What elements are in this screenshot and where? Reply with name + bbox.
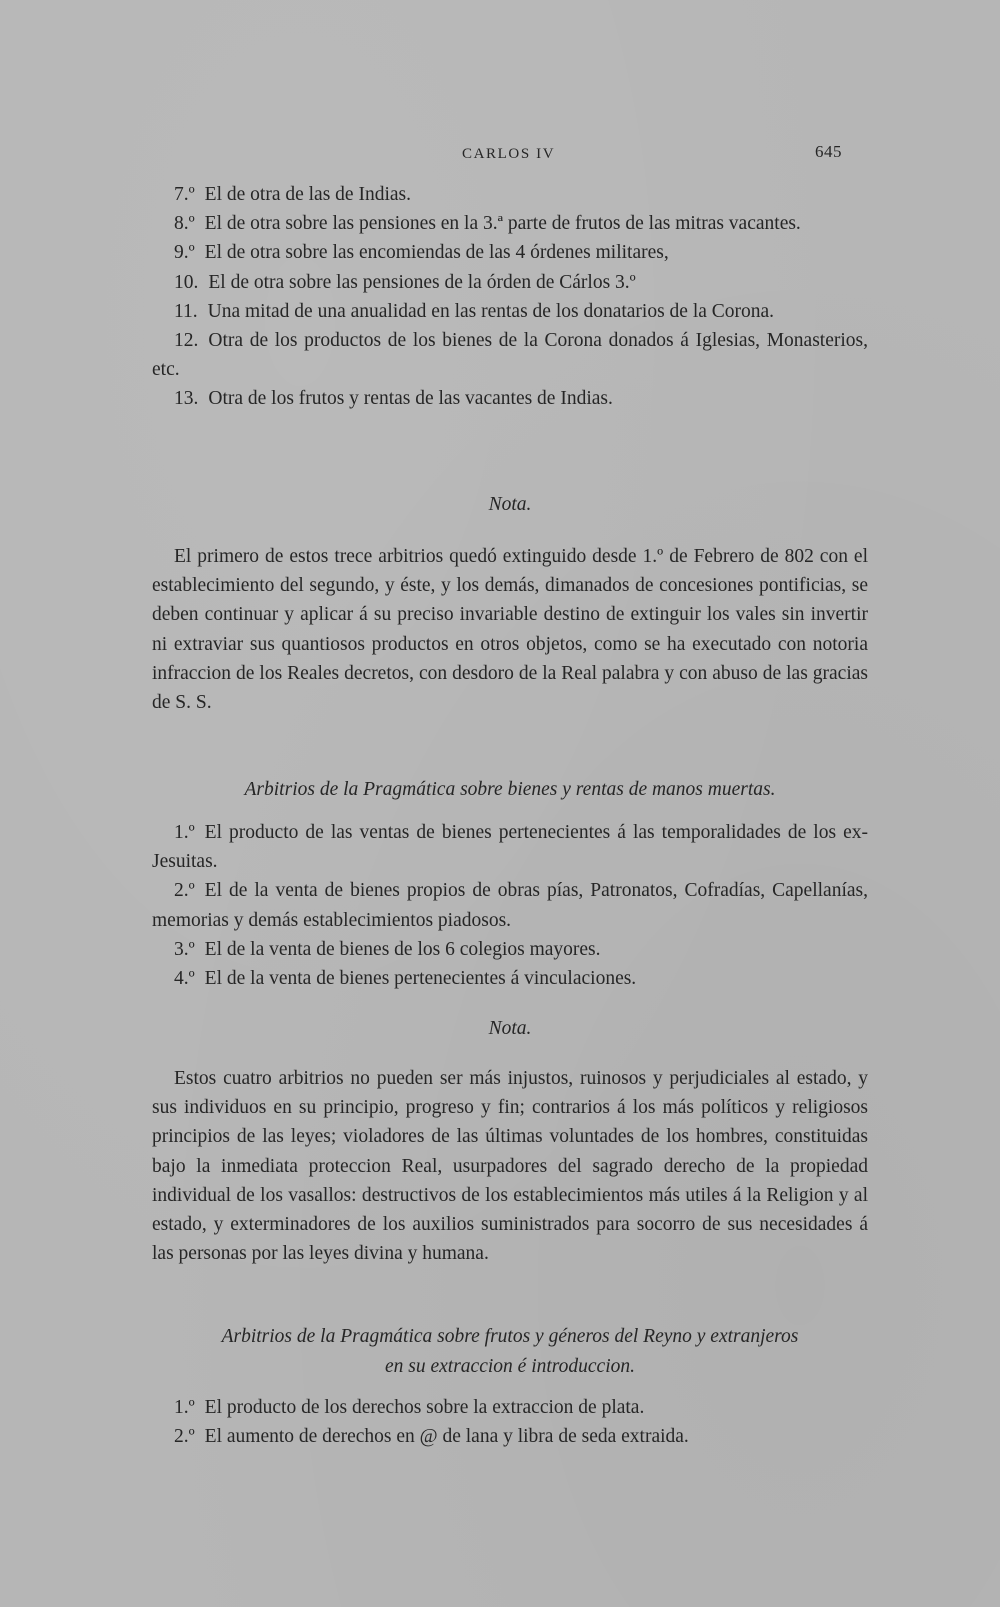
item-number: 12. <box>174 330 199 352</box>
nota-paragraph: El primero de estos trece arbitrios quedó extinguido desde 1.º de Febrero de 802 con el establecimiento del segundo, y éste, y los demás, dimanados de concesiones pontificias, se deben continuar y aplicar á su preciso invariable destino de extinguir los vales sin invertir ni extraviar sus quantiosos productos en otros objetos, como se ha executado con notoria infraccion de los Reales decretos, con desdoro de la Real palabra y con abuso de las gracias de S. S. <box>152 546 868 714</box>
item-number: 1.º <box>174 822 195 843</box>
section-heading-line-1: Arbitrios de la Pragmática sobre frutos y géneros del Reyno y extranjeros <box>221 1326 799 1347</box>
nota-paragraph: Estos cuatro arbitrios no pueden ser más injustos, ruinosos y perjudiciales al estado, y sus individuos en su principio, progreso y fin; contrarios á los más políticos y religiosos principios de las leyes; violadores de las últimas voluntades de los hombres, constituidas bajo la inmediata proteccion Real, usurpadores del sagrado derecho de la propiedad individual de los vasallos: destructivos de los establecimientos más utiles á la Religion y al estado, y exterminadores de los auxilios suministrados para socorro de sus necesidades á las personas por las leyes divina y humana. <box>152 1068 868 1265</box>
item-text: El de otra sobre las pensiones en la 3.ª parte de frutos de las mitras vacantes. <box>204 213 801 235</box>
item-text: Otra de los productos de los bienes de la Corona donados á Iglesias, Monasterios, etc. <box>152 330 868 381</box>
nota-heading: Nota. <box>488 494 532 515</box>
item-text: El de la venta de bienes pertenecientes á vinculaciones. <box>204 968 637 990</box>
list-item <box>152 935 868 964</box>
item-text: El producto de las ventas de bienes pertenecientes á las temporalidades de los ex-Jesuitas. <box>152 822 868 873</box>
list-item <box>152 268 868 297</box>
item-text: El aumento de derechos en @ de lana y libra de seda extraida. <box>204 1426 689 1448</box>
item-text: El producto de los derechos sobre la extraccion de plata. <box>204 1397 645 1418</box>
nota-heading-2-block <box>152 1015 868 1043</box>
list-item <box>152 326 868 384</box>
list-arbitrios-frutos-generos <box>152 1393 868 1451</box>
section-heading-3-block <box>152 1322 868 1382</box>
item-number: 7.º <box>174 184 195 205</box>
list-item <box>152 818 868 876</box>
item-number: 9.º <box>174 242 195 264</box>
page-header <box>0 142 1000 170</box>
page-number: 645 <box>815 142 842 161</box>
item-text: El de otra sobre las encomiendas de las 4 órdenes militares, <box>204 242 669 264</box>
item-text: El de la venta de bienes de los 6 colegios mayores. <box>204 938 601 960</box>
list-item <box>152 964 868 993</box>
item-text: El de la venta de bienes propios de obras pías, Patronatos, Cofradías, Capellanías, memorias y demás establecimientos piadosos. <box>152 880 868 931</box>
item-text: Una mitad de una anualidad en las rentas de los donatarios de la Corona. <box>207 300 775 322</box>
list-item <box>152 297 868 326</box>
item-number: 1.º <box>174 1397 195 1418</box>
item-number: 11. <box>174 300 198 322</box>
list-item <box>152 1393 868 1422</box>
item-number: 2.º <box>174 1426 195 1448</box>
item-number: 13. <box>174 388 199 410</box>
list-item <box>152 180 868 209</box>
item-number: 10. <box>174 271 199 293</box>
nota-heading-1-block <box>152 491 868 519</box>
list-item <box>152 209 868 238</box>
section-heading-line-2: en su extraccion é introduccion. <box>385 1356 635 1377</box>
list-arbitrios-continued <box>152 180 868 414</box>
nota-paragraph-2-block <box>152 1064 868 1268</box>
list-arbitrios-manos-muertas <box>152 818 868 993</box>
item-text: El de otra sobre las pensiones de la órden de Cárlos 3.º <box>208 271 636 293</box>
nota-heading: Nota. <box>488 1018 532 1039</box>
item-number: 4.º <box>174 968 195 990</box>
running-head: CARLOS IV <box>462 146 556 162</box>
item-text: Otra de los frutos y rentas de las vacantes de Indias. <box>208 388 613 410</box>
list-item <box>152 876 868 934</box>
section-heading-2-block <box>152 775 868 804</box>
item-number: 2.º <box>174 880 195 902</box>
list-item <box>152 1422 868 1451</box>
item-text: El de otra de las de Indias. <box>204 184 411 205</box>
item-number: 3.º <box>174 938 195 960</box>
list-item <box>152 238 868 267</box>
list-item <box>152 384 868 413</box>
nota-paragraph-1-block <box>152 542 868 717</box>
item-number: 8.º <box>174 213 195 235</box>
section-heading: Arbitrios de la Pragmática sobre bienes y rentas de manos muertas. <box>244 779 776 800</box>
